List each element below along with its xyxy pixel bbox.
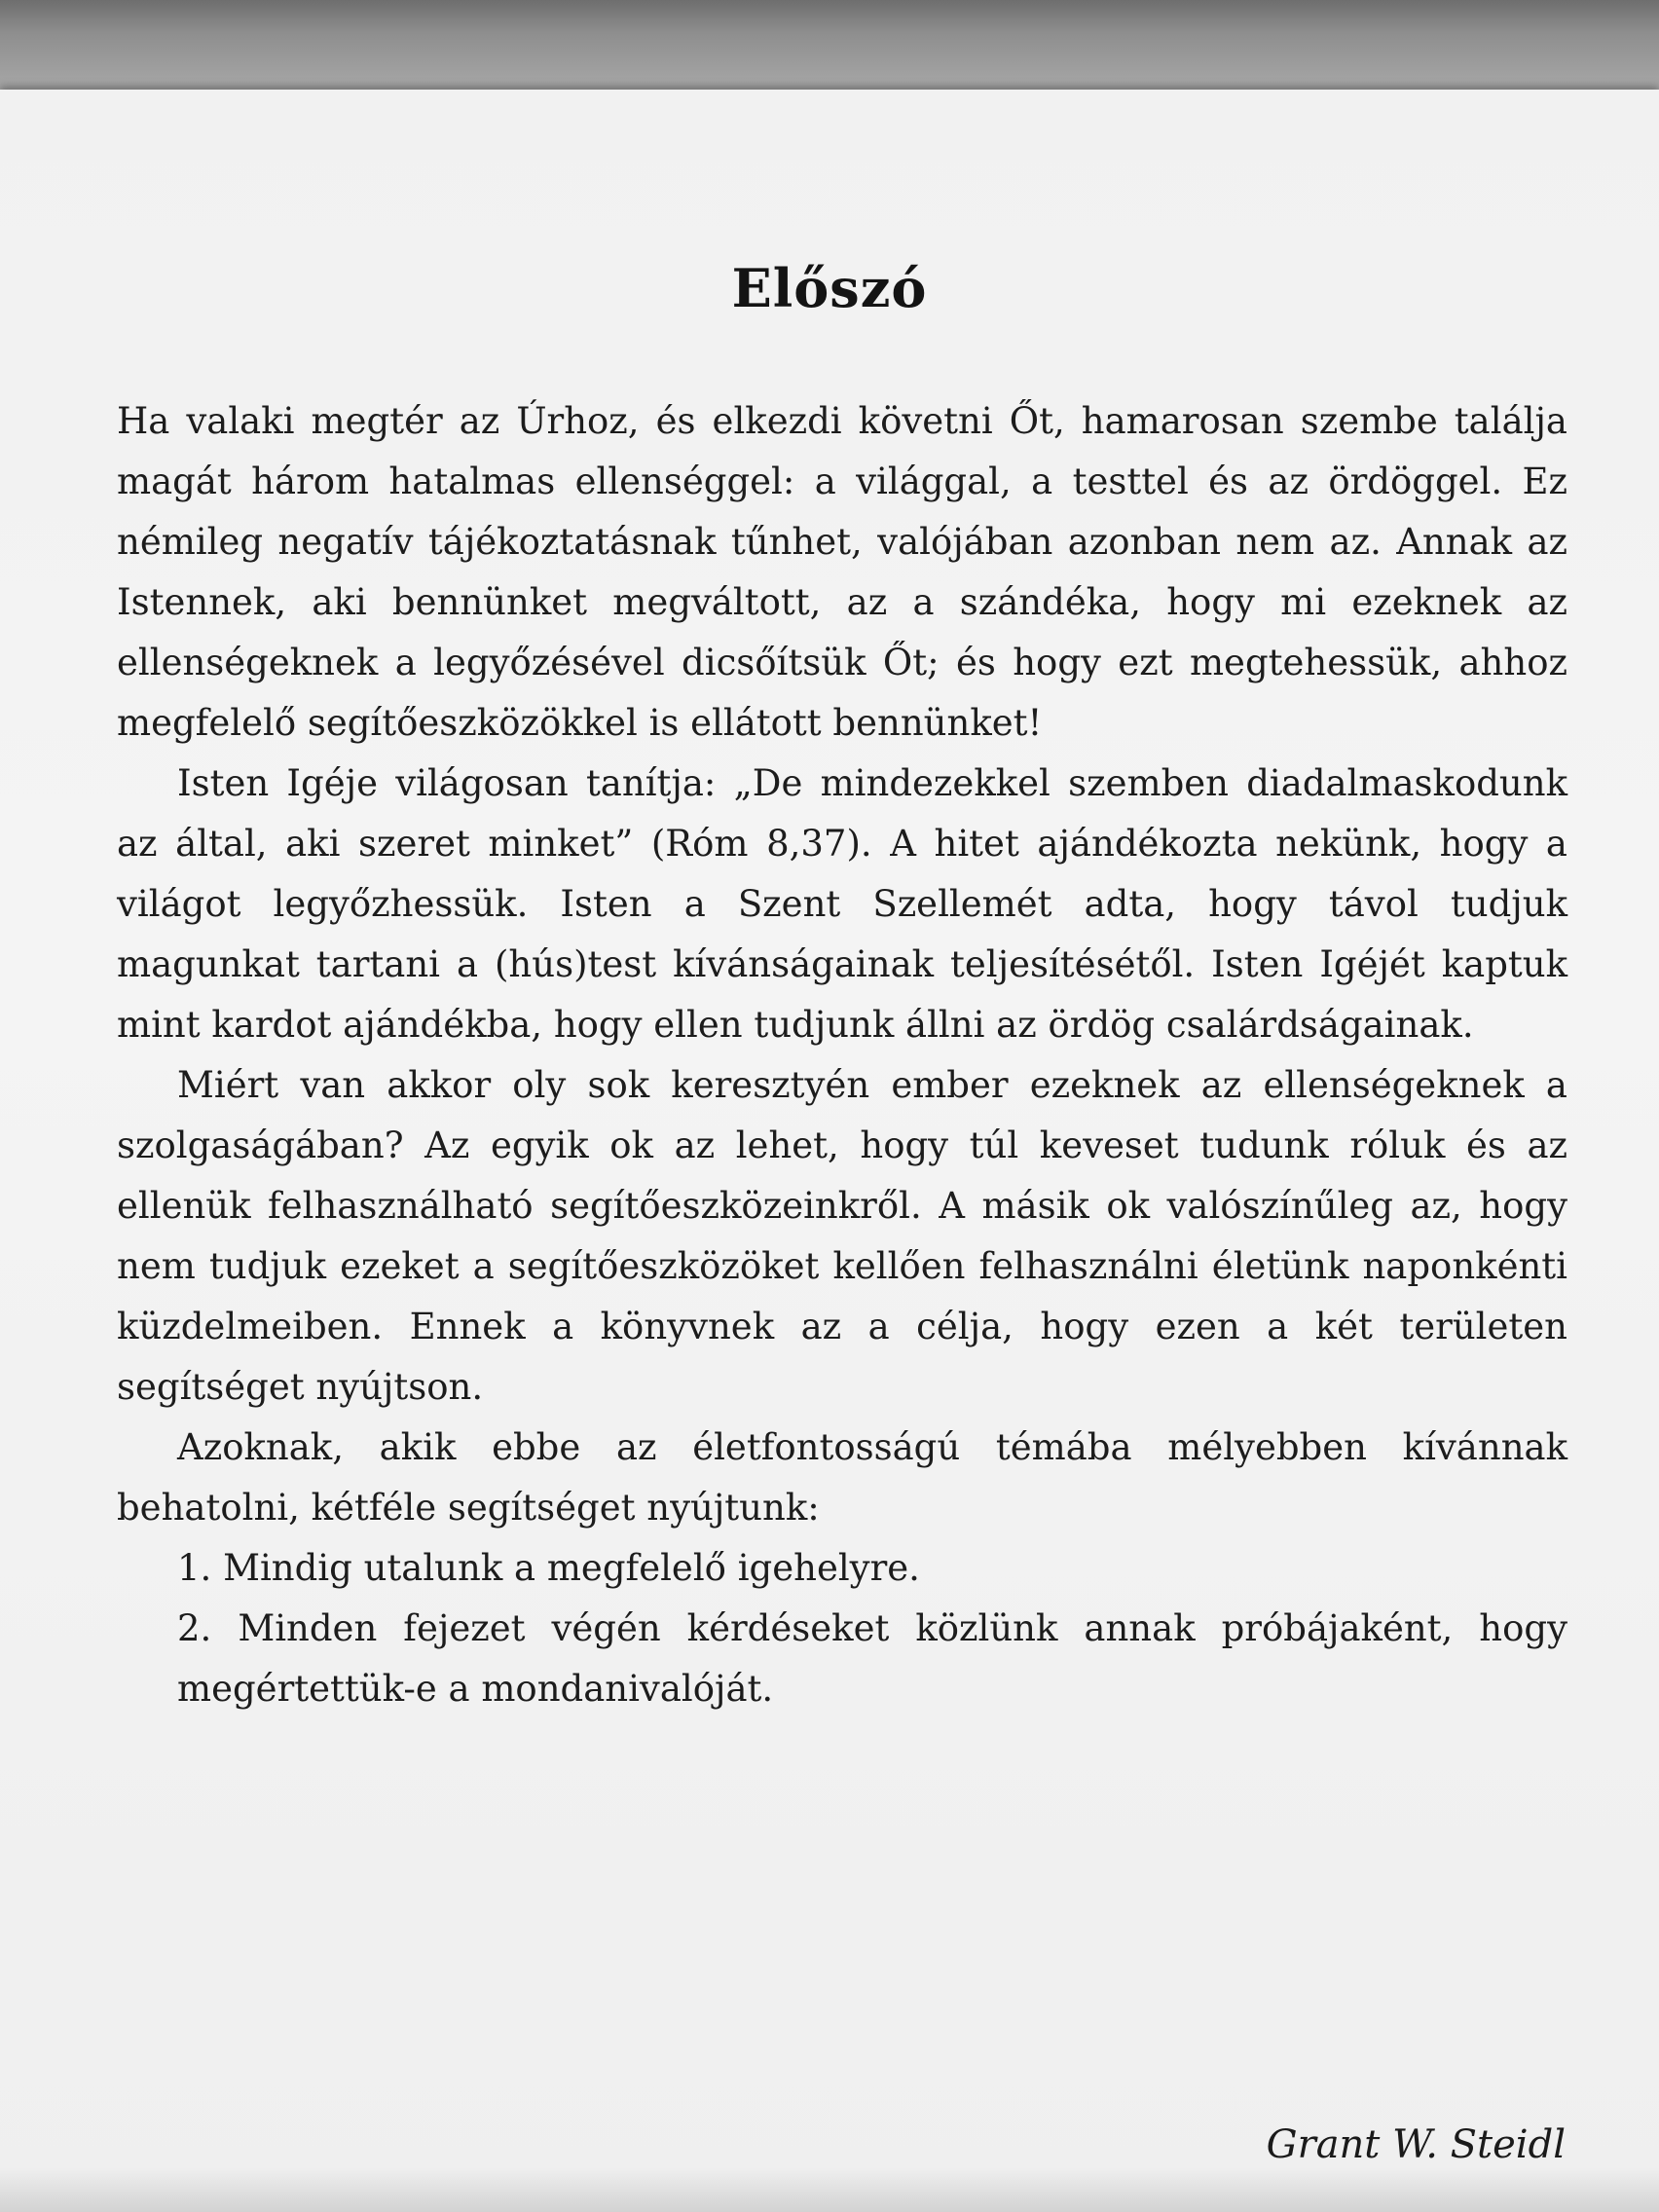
- book-page: [0, 90, 1659, 2212]
- page-top-edge: [0, 0, 1659, 93]
- author-signature: Grant W. Steidl: [1266, 2122, 1566, 2167]
- list-item-text: Mindig utalunk a megfelelő igehelyre.: [223, 1547, 920, 1589]
- paragraph-4: Azoknak, akik ebbe az életfontosságú témába mélyebben kívánnak behatolni, kétféle segítséget nyújtunk:: [117, 1426, 1567, 1529]
- list-item-number: 2.: [177, 1607, 212, 1649]
- list-item-number: 1.: [177, 1547, 212, 1589]
- list-item-text: Minden fejezet végén kérdéseket közlünk annak próbájaként, hogy megértettük-e a mondanivalóját.: [177, 1607, 1567, 1710]
- paragraph-2: Isten Igéje világosan tanítja: „De mindezekkel szemben diadalmaskodunk az által, aki szeret minket” (Róm 8,37). A hitet ajándékozta nekünk, hogy a világot legyőzhessük. Isten a Szent Szellemét adta, hogy távol tudjuk magunkat tartani a (hús)test kívánságainak teljesítésétől. Isten Igéjét kaptuk mint kardot ajándékba, hogy ellen tudjunk állni az ördög csalárdságainak.: [117, 762, 1567, 1046]
- page-title: Előszó: [731, 257, 928, 319]
- paragraph-1: Ha valaki megtér az Úrhoz, és elkezdi követni Őt, hamarosan szembe találja magát három hatalmas ellenséggel: a világgal, a testtel és az ördöggel. Ez némileg negatív tájékoztatásnak tűnhet, valójában azonban nem az. Annak az Istennek, aki bennünket megváltott, az a szándéka, hogy mi ezeknek az ellenségeknek a legyőzésével dicsőítsük Őt; és hogy ezt megtehessük, ahhoz megfelelő segítőeszközökkel is ellátott bennünket!: [117, 400, 1567, 744]
- list-item: [117, 1538, 1567, 1599]
- list-item: [117, 1599, 1567, 1719]
- paragraph-3: Miért van akkor oly sok keresztyén ember ezeknek az ellenségeknek a szolgaságában? Az egyik ok az lehet, hogy túl keveset tudunk róluk és az ellenük felhasználható segítőeszközeinkről. A másik ok valószínűleg az, hogy nem tudjuk ezeket a segítőeszközöket kellően felhasználni életünk naponkénti küzdelmeiben. Ennek a könyvnek az a célja, hogy ezen a két területen segítséget nyújtson.: [117, 1064, 1567, 1408]
- help-list: [117, 1538, 1567, 1719]
- page-bottom-shade: [0, 2167, 1659, 2212]
- preface-text: [117, 391, 1567, 1719]
